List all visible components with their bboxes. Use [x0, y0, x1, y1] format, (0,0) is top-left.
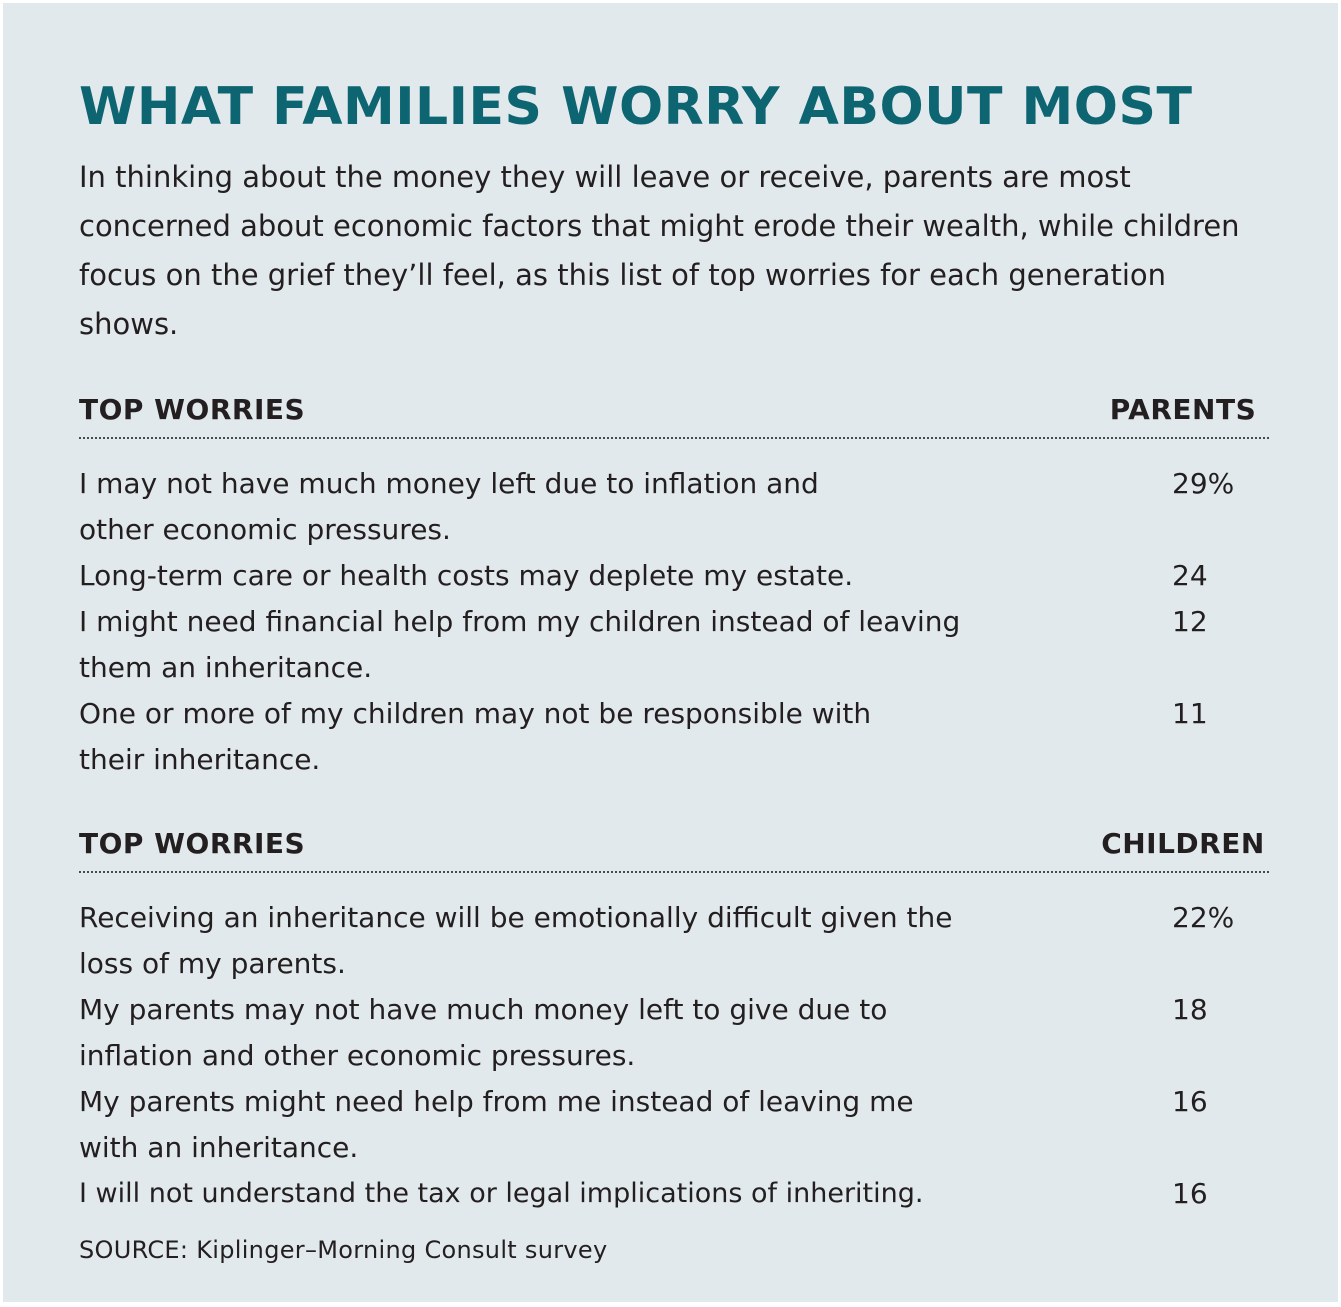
parents-section: [79, 393, 1269, 783]
worry-percent: 16: [1172, 1085, 1208, 1118]
worry-percent: 12: [1172, 605, 1208, 638]
source-note: SOURCE: Kiplinger–Morning Consult survey: [79, 1236, 608, 1264]
table-row: [79, 461, 1269, 553]
infographic-content: [79, 75, 1269, 1267]
children-header-label: TOP WORRIES: [79, 827, 306, 860]
parents-section-header: [79, 393, 1269, 439]
table-row: [79, 599, 1269, 691]
parents-rows: [79, 461, 1269, 783]
worry-text: My parents might need help from me instead of leaving me with an inheritance.: [79, 1085, 914, 1164]
worry-text: I will not understand the tax or legal implications of inheriting.: [79, 1178, 924, 1209]
worry-text: My parents may not have much money left to give due to inflation and other economic pressures.: [79, 993, 888, 1072]
page-title: WHAT FAMILIES WORRY ABOUT MOST: [79, 77, 1193, 137]
table-row: [79, 1079, 1269, 1171]
worry-percent: 11: [1172, 697, 1208, 730]
intro-paragraph: In thinking about the money they will leave or receive, parents are most concerned about economic factors that might erode their wealth, while children focus on the grief they’ll feel, as this list of top worries for each generation shows.: [79, 160, 1240, 341]
parents-header-label: TOP WORRIES: [79, 393, 306, 426]
worry-percent: 22%: [1172, 901, 1235, 934]
worry-text: One or more of my children may not be responsible with their inheritance.: [79, 697, 872, 776]
worry-text: Receiving an inheritance will be emotionally difficult given the loss of my parents.: [79, 901, 953, 980]
table-row: [79, 1171, 1269, 1217]
table-row: [79, 553, 1269, 599]
parents-column-header: PARENTS: [1109, 393, 1257, 426]
worry-text: I might need financial help from my children instead of leaving them an inheritance.: [79, 605, 961, 684]
worry-percent: 29%: [1172, 467, 1235, 500]
children-section-header: [79, 827, 1269, 873]
children-rows: [79, 895, 1269, 1217]
table-row: [79, 691, 1269, 783]
children-column-header: CHILDREN: [1101, 827, 1265, 860]
table-row: [79, 895, 1269, 987]
worry-percent: 24: [1172, 559, 1208, 592]
worry-percent: 16: [1172, 1177, 1208, 1210]
worry-percent: 18: [1172, 993, 1208, 1026]
table-row: [79, 987, 1269, 1079]
children-section: [79, 827, 1269, 1217]
infographic-panel: [3, 3, 1338, 1302]
worry-text: Long-term care or health costs may deplete my estate.: [79, 559, 854, 592]
worry-text: I may not have much money left due to inflation and other economic pressures.: [79, 467, 819, 546]
